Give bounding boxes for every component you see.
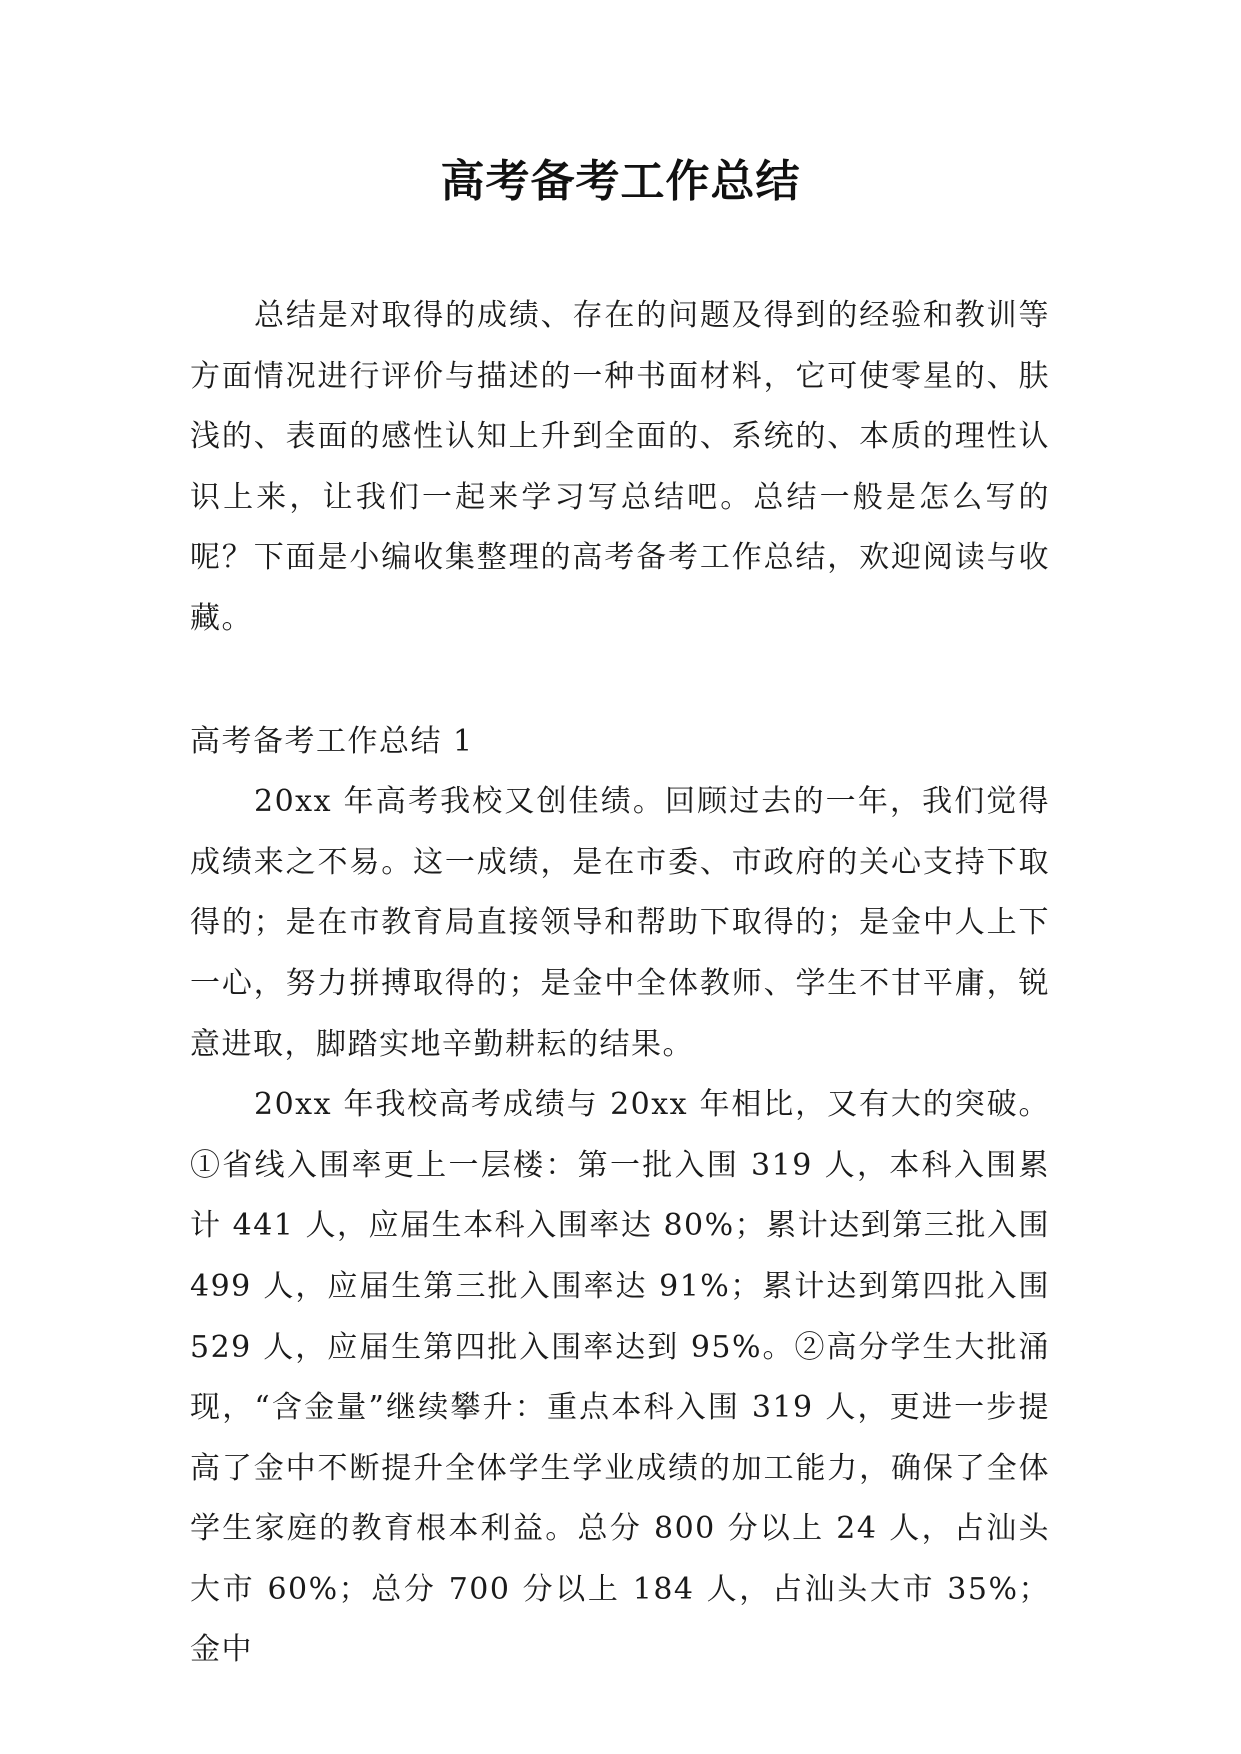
intro-paragraph: 总结是对取得的成绩、存在的问题及得到的经验和教训等方面情况进行评价与描述的一种书面材料，它可使零星的、肤浅的、表面的感性认知上升到全面的、系统的、本质的理性认识上来，让我们一起来学习写总结吧。总结一般是怎么写的呢？下面是小编收集整理的高考备考工作总结，欢迎阅读与收藏。 xyxy=(190,298,1050,636)
document-body xyxy=(190,286,1050,1681)
section-heading: 高考备考工作总结 1 xyxy=(190,723,474,759)
body-paragraph: 20xx 年高考我校又创佳绩。回顾过去的一年，我们觉得成绩来之不易。这一成绩，是在市委、市政府的关心支持下取得的；是在市教育局直接领导和帮助下取得的；是金中人上下一心，努力拼搏取得的；是金中全体教师、学生不甘平庸，锐意进取，脚踏实地辛勤耕耘的结果。 xyxy=(190,784,1050,1062)
body-paragraph: 20xx 年我校高考成绩与 20xx 年相比，又有大的突破。①省线入围率更上一层楼：第一批入围 319 人，本科入围累计 441 人，应届生本科入围率达 80%；累计达到第三批入围 499 人，应届生第三批入围率达 91%；累计达到第四批入围 529 人，应届生第四批入围率达到 95%。②高分学生大批涌现，“含金量”继续攀升：重点本科入围 319 人，更进一步提高了金中不断提升全体学生学业成绩的加工能力，确保了全体学生家庭的教育根本利益。总分 800 分以上 24 人，占汕头大市 60%；总分 700 分以上 184 人，占汕头大市 35%；金中 xyxy=(190,1087,1050,1668)
document-title: 高考备考工作总结 xyxy=(440,156,801,207)
paragraph-gap xyxy=(190,650,1050,712)
